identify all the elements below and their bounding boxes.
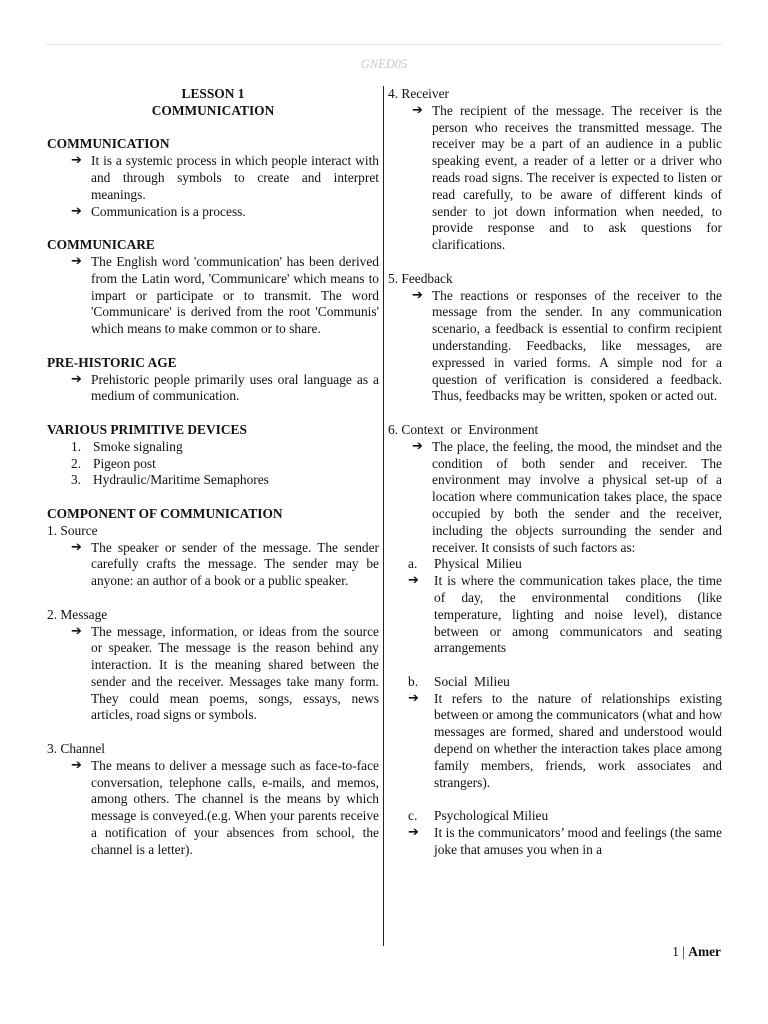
bullet-text: The means to deliver a message such as face-to-face conversation, telephone calls, e-mails, and memos, among others. The channel is the means by which message is conveyed.(e.g. When your parents receive a notification of your absences from school, the channel is a letter). — [91, 757, 379, 857]
component-context — [388, 422, 722, 859]
bullet-text: The speaker or sender of the message. The sender carefully crafts the message. The sender may be anyone: an author of a book or a public speaker. — [91, 539, 379, 589]
column-divider — [383, 86, 384, 946]
section-prehistoric — [47, 355, 379, 405]
right-column — [388, 86, 722, 859]
lesson-title: LESSON 1 — [181, 86, 245, 101]
bullet-text: The message, information, or ideas from the source or speaker. The message is the reason behind any interaction. It is the meaning shared between the sender and the receiver. Messages take many form. They could mean poems, songs, essays, news articles, road signs or symbols. — [91, 623, 379, 723]
component-title: 1. Source — [47, 522, 98, 538]
bullet-point — [47, 153, 379, 203]
bullet-text: Communication is a process. — [91, 203, 246, 219]
component-title: 5. Feedback — [388, 270, 453, 286]
milieu-social — [388, 674, 722, 792]
milieu-psychological — [388, 808, 722, 858]
lesson-subtitle: COMMUNICATION — [151, 102, 275, 118]
bullet-point — [388, 439, 722, 557]
list-text: Hydraulic/Maritime Semaphores — [93, 472, 269, 488]
milieu-title — [388, 808, 722, 825]
list-text: Pigeon post — [93, 455, 156, 471]
bullet-point — [388, 288, 722, 406]
bullet-text: The place, the feeling, the mood, the mindset and the condition of both sender and receiver. The environment may involve a physical set-up of a location where communication takes place, the space occupied by both the sender and the receiver, including the objects surrounding the sender and receiver. It consists of such factors as: — [432, 438, 722, 555]
bullet-text: It is a systemic process in which people interact with and through symbols to create and interpret meanings. — [91, 153, 379, 202]
arrow-right-icon: ➔ — [71, 203, 82, 219]
section-devices — [47, 422, 379, 489]
bullet-text: The recipient of the message. The receiver is the person who receives the transmitted message. The receiver may be a part of an audience in a public speaking event, a reader of a letter or a driver who reads road signs. The receiver is expected to listen or read carefully, to be aware of different kinds of sender to jot down information when needed, to provide response and to ask questions for clarifications. — [432, 102, 722, 253]
component-channel — [47, 741, 379, 859]
page-footer — [672, 944, 721, 961]
milieu-letter: c. — [408, 808, 418, 824]
section-communicare — [47, 237, 379, 338]
header-rule — [46, 44, 722, 45]
section-heading: COMMUNICATION — [47, 136, 170, 152]
bullet-text: The English word 'communication' has been derived from the Latin word, 'Communicare' which means to impart or participate or to transmit. The word 'Communicare' is derived from the root 'Communis' which means to make common or to share. — [91, 253, 379, 337]
arrow-right-icon: ➔ — [71, 623, 82, 639]
bullet-point — [388, 573, 722, 657]
arrow-right-icon: ➔ — [71, 371, 82, 387]
bullet-text: The reactions or responses of the receiver to the message from the sender. In any communication scenario, a feedback is essential to confirm recipient understanding. Feedbacks, like messages, are expressed in varied forms. A simple nod for a question of verification is considered a feedback. Thus, feedbacks may be written, spoken or acted out. — [432, 287, 722, 404]
list-number: 1. — [71, 438, 82, 454]
left-column — [47, 86, 379, 859]
lesson-title-block — [47, 86, 379, 120]
component-message — [47, 607, 379, 725]
milieu-title — [388, 674, 722, 691]
milieu-name: Psychological Milieu — [434, 808, 549, 824]
bullet-point — [388, 825, 722, 859]
arrow-right-icon: ➔ — [71, 153, 82, 169]
component-title: 6. Context or Environment — [388, 421, 539, 437]
section-heading: VARIOUS PRIMITIVE DEVICES — [47, 421, 247, 437]
bullet-text: It is the communicators’ mood and feelings (the same joke that amuses you when in a — [434, 825, 722, 857]
component-title: 2. Message — [47, 606, 108, 622]
milieu-title — [388, 556, 722, 573]
component-receiver — [388, 86, 722, 254]
list-number: 3. — [71, 472, 82, 488]
arrow-right-icon: ➔ — [412, 287, 423, 303]
bullet-point — [47, 254, 379, 338]
footer-author: Amer — [688, 944, 721, 959]
milieu-letter: b. — [408, 673, 419, 689]
section-heading: PRE-HISTORIC AGE — [47, 354, 177, 370]
section-heading: COMPONENT OF COMMUNICATION — [47, 505, 283, 521]
devices-list — [47, 439, 379, 489]
bullet-point — [388, 691, 722, 792]
arrow-right-icon: ➔ — [408, 573, 419, 589]
bullet-point — [47, 540, 379, 590]
bullet-point — [47, 624, 379, 725]
arrow-right-icon: ➔ — [412, 438, 423, 454]
arrow-right-icon: ➔ — [71, 539, 82, 555]
bullet-point — [47, 758, 379, 859]
bullet-point — [47, 204, 379, 221]
arrow-right-icon: ➔ — [71, 253, 82, 269]
component-title: 4. Receiver — [388, 86, 449, 101]
arrow-right-icon: ➔ — [412, 102, 423, 118]
milieu-name: Social Milieu — [434, 673, 510, 689]
bullet-text: Prehistoric people primarily uses oral language as a medium of communication. — [91, 371, 379, 404]
arrow-right-icon: ➔ — [408, 825, 419, 841]
bullet-text: It is where the communication takes place, the time of day, the environmental conditions (like temperature, lighting and noise level), distance between or among communicators and seating arrangements — [434, 573, 722, 656]
page-number: 1 | — [672, 944, 685, 959]
section-communication — [47, 136, 379, 220]
section-components — [47, 506, 379, 859]
bullet-text: It refers to the nature of relationships existing between or among the communicators (what and how messages are formed, shared and understood would depend on whether the interaction takes place among family members, friends, work associates and strangers). — [434, 690, 722, 790]
milieu-letter: a. — [408, 556, 418, 572]
list-item — [47, 472, 379, 489]
arrow-right-icon: ➔ — [408, 690, 419, 706]
bullet-point — [47, 372, 379, 406]
milieu-name: Physical Milieu — [434, 556, 522, 572]
list-text: Smoke signaling — [93, 438, 183, 454]
arrow-right-icon: ➔ — [71, 757, 82, 773]
header-label: GNED05 — [360, 57, 408, 71]
component-feedback — [388, 271, 722, 405]
list-item — [47, 456, 379, 473]
bullet-point — [388, 103, 722, 254]
component-title: 3. Channel — [47, 741, 106, 757]
section-heading: COMMUNICARE — [47, 237, 155, 253]
list-item — [47, 439, 379, 456]
list-number: 2. — [71, 455, 82, 471]
